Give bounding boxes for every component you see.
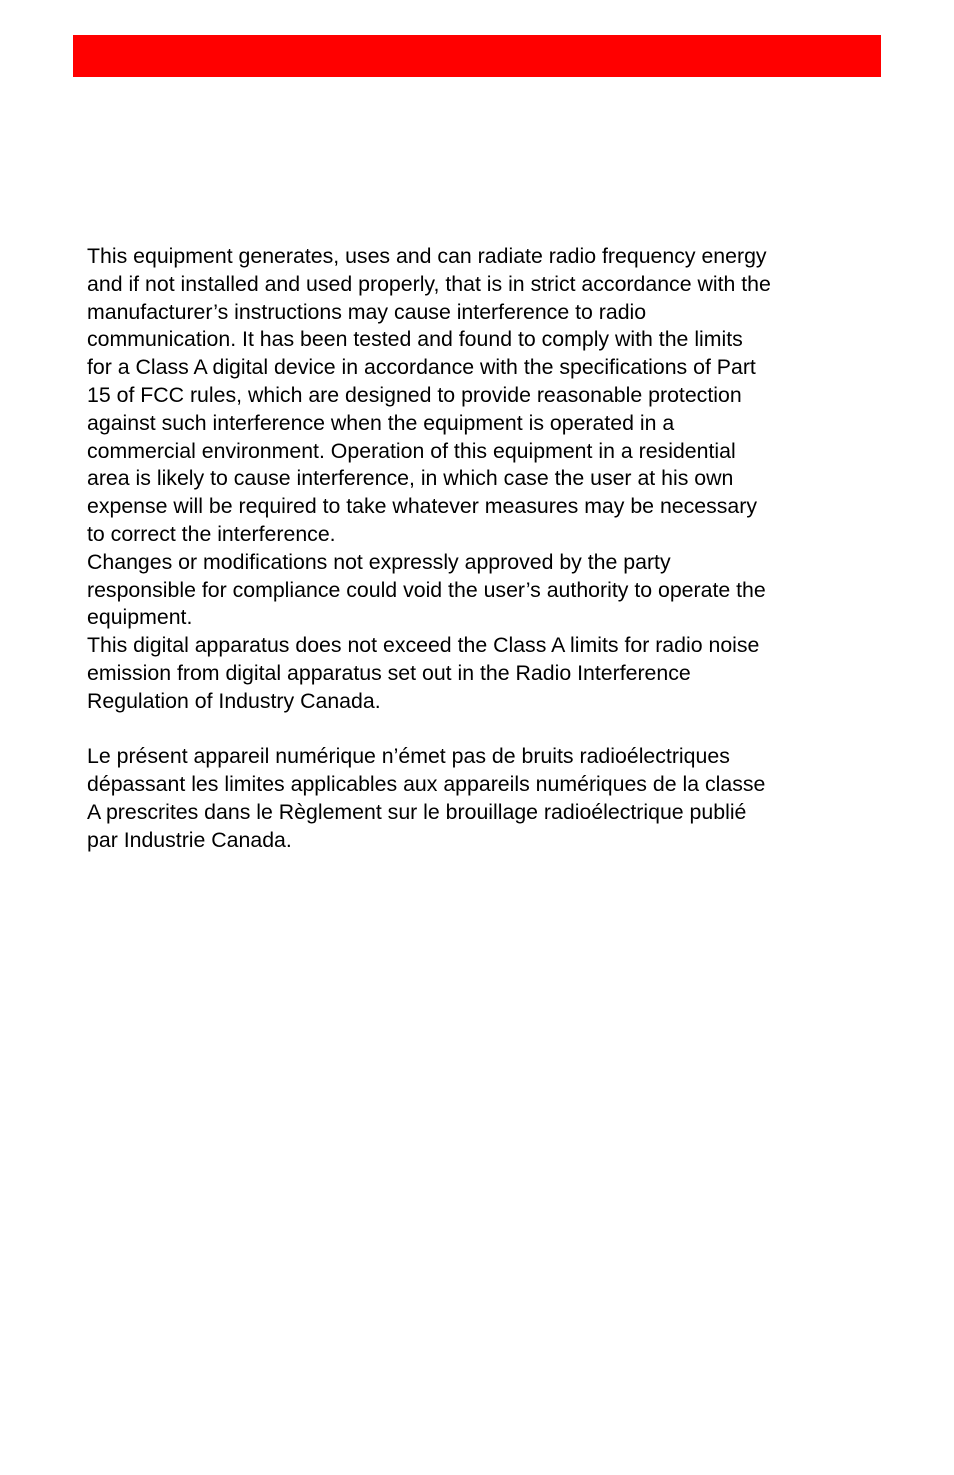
canada-statement-french-paragraph: Le présent appareil numérique n’émet pas de bruits radioélectriques dépassant les limites applicables aux appareils numériques de la classe A prescrites dans le Règlement sur le brouillage radioélectrique publié par Industrie Canada.	[87, 744, 766, 852]
document-body	[87, 243, 877, 855]
modifications-warning-paragraph: Changes or modifications not expressly approved by the party responsible for compliance could void the user’s authority to operate the equipment.	[87, 549, 766, 630]
fcc-statement-paragraph: This equipment generates, uses and can radiate radio frequency energy and if not installed and used properly, that is in strict accordance with the manufacturer’s instructions may cause interference to radio communication. It has been tested and found to comply with the limits for a Class A digital device in accordance with the specifications of Part 15 of FCC rules, which are designed to provide reasonable protection against such interference when the equipment is operated in a commercial environment. Operation of this equipment in a residential area is likely to cause interference, in which case the user at his own expense will be required to take whatever measures may be necessary to correct the interference.	[87, 244, 771, 546]
paragraph-gap	[87, 716, 877, 744]
canada-statement-paragraph: This digital apparatus does not exceed the Class A limits for radio noise emission from digital apparatus set out in the Radio Interference Regulation of Industry Canada.	[87, 633, 760, 713]
header-bar	[73, 35, 881, 77]
